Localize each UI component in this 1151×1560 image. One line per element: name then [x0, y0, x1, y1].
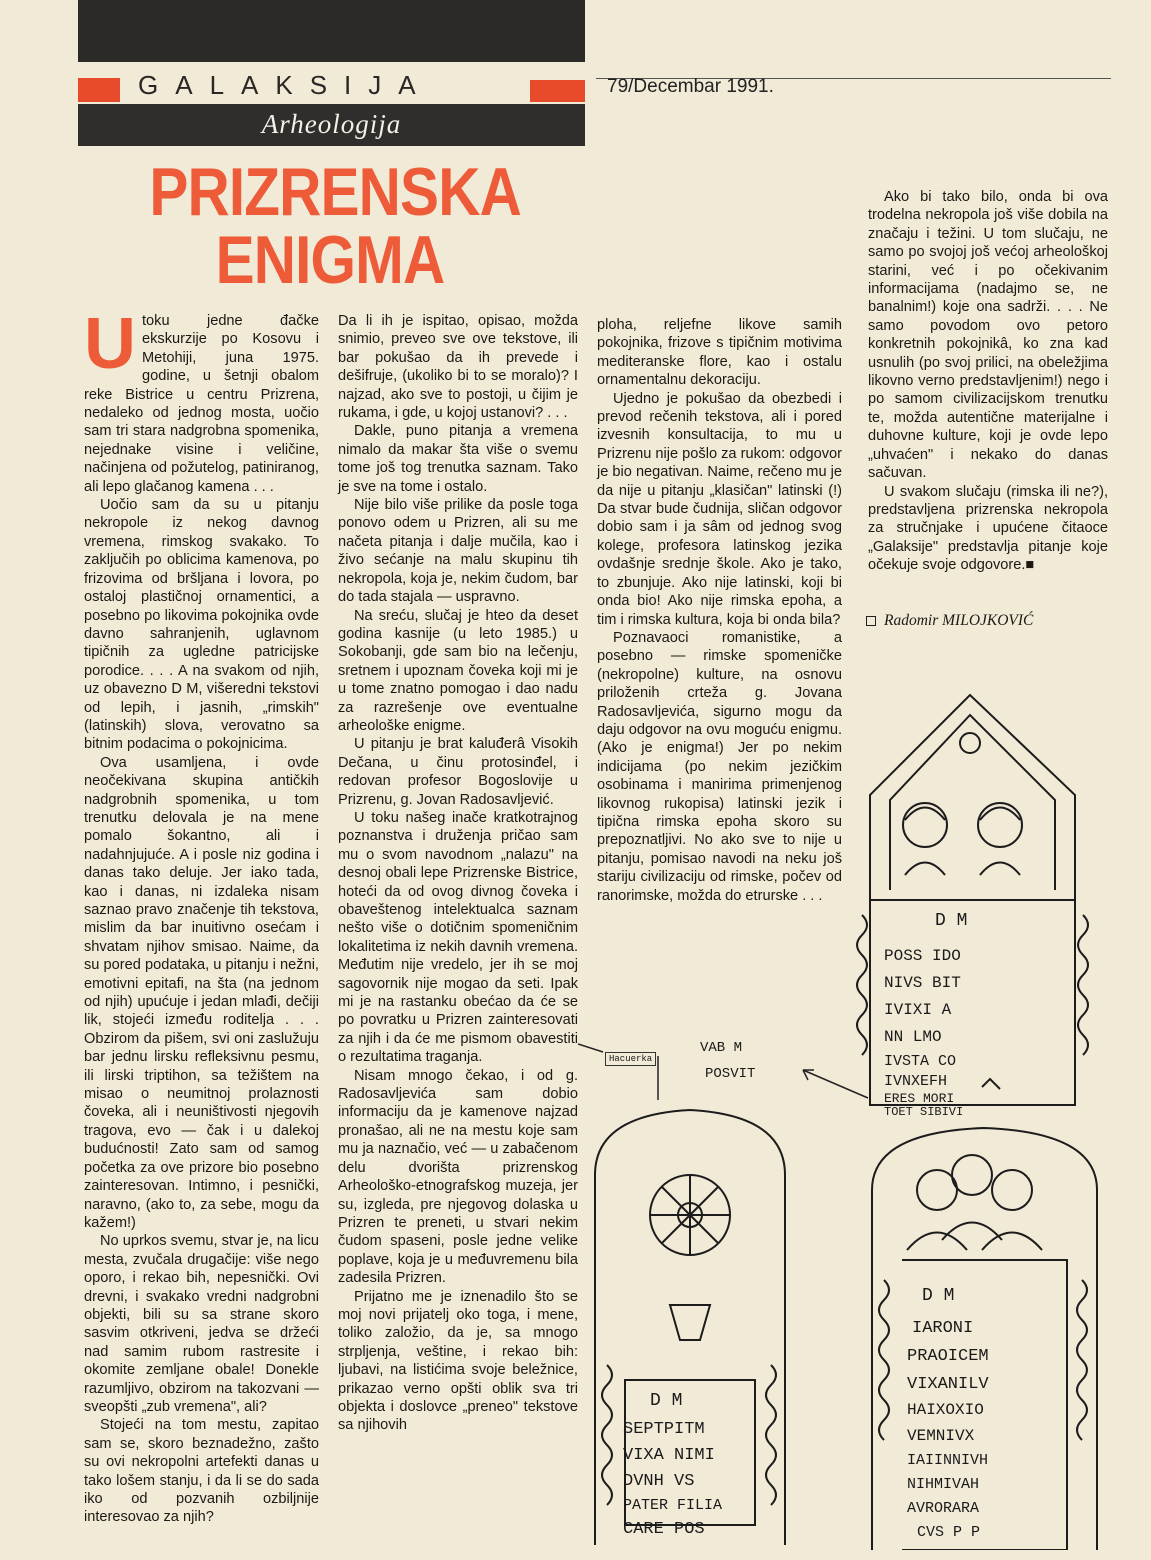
top-dark-bar [78, 0, 585, 62]
svg-text:CARE POS: CARE POS [623, 1520, 705, 1539]
paragraph: Poznavaoci romanistike, a posebno — rimske spomeničke (nekropolne) kulture, na osnovu priloženih crteža g. Jovana Radosavljevića, sigurno mogu da daju odgovor na ovu moguću enigmu. (Ako je enigma!) Jer po nekim indicijama (po nekim jezičkim osobinama i manirima primenjenog likovnog rukopisa) latinski jezik i tipična rimska epoha skoro su prepoznatljivi. No ako sve to nije u pitanju, pomisao navodi na neku još stariju civilizaciju od rimske, počev od ranorimske, možda do etrurske . . . [597, 629, 842, 904]
svg-text:NN LMO: NN LMO [884, 1028, 942, 1046]
svg-text:ERES MORI: ERES MORI [884, 1091, 955, 1106]
svg-text:IVNXEFH: IVNXEFH [884, 1073, 948, 1090]
square-bullet-icon [866, 616, 876, 626]
paragraph: Ako bi tako bilo, onda bi ova trodelna nekropola još više dobila na značaju i težini. U tom slučaju, ne samo po svojoj još većoj arheološkoj starini, već i po očekivanim informacijama (nadajmo se, ne banalnim!) koje ona sadrži. . . . Ne samo povodom ovo petoro konkretnih pokojnikâ, ko zna kad usnulih (po svoj prilici, na obeležjima likovno verno predstavljenim!) nego i po samom civilizacijskom trenutku te, možda autentične materijalne i duhovne kulture, koji je ovde lepo „uhvaćen" i nekako do danas sačuvan. [868, 189, 1108, 482]
paragraph: Dakle, puno pitanja a vremena nimalo da makar šta više o svemu tome još tog trenutka saznam. Tako je sve na tome i ostalo. [338, 423, 578, 495]
svg-text:TOET SIBIVI: TOET SIBIVI [884, 1105, 964, 1115]
magazine-name: GALAKSIJA [138, 70, 433, 100]
paragraph: Ujedno je pokušao da obezbedi i prevod rečenih tekstova, ali i pored izvesnih konsultacija, to mu u Prizrenu nije pošlo za rukom: odgovor je bio negativan. Naime, rečeno mu je da nije u pitanju „klasičan" latinski (!) Da stvar bude čudnija, sličan odgovor dobio sam i ja sâm od jednog svog kolege, profesora latinskog jezika ovdašnje srednje škole. Ako je tako, to zbunjuje. Ako nije latinski, koji bi onda bio! Ako nije rimska epoha, a tim i rimska kultura, koja bi onda bila? [597, 390, 842, 628]
paragraph: Utoku jedne đačke ekskurzije po Kosovu i Metohiji, juna 1975. godine, u šetnji obalom reke Bistrice u centru Prizrena, nedaleko od jednog mosta, uočio sam tri stara nadgrobna spomenika, nejednake visine i veličine, načinjena od požutelog, patiniranog, ali lepo glačanog kamena . . . [84, 304, 319, 495]
svg-text:IVSTA CO: IVSTA CO [884, 1053, 957, 1070]
svg-text:D M: D M [650, 1391, 683, 1411]
title-line-2: ENIGMA [215, 222, 445, 298]
annotation-note-left: Hacuerka [605, 1052, 656, 1066]
tombstone-drawing-right [862, 1120, 1107, 1550]
paragraph: Nisam mnogo čekao, i od g. Radosavljevića sam dobio informaciju da je kamenove najzad pronašao, ali ne na mestu koje sam mu ja naznačio, već — u zabačenom delu dvorišta prizrenskog Arheološko-etnografskog muzeja, jer su, izgleda, pre njegovog dolaska u Prizren te preneti, u stvari nekim čudom spaseni, posle jedne velike poplave, koja je u međuvremenu bila zadesila Prizren. [338, 1067, 578, 1287]
paragraph: Stojeći na tom mestu, zapitao sam se, skoro beznadežno, zašto su ovi nekropolni artefekti danas u tako lošem stanju, i da li se do sada iko od pozvanih ozbiljnije interesovao za njih? [84, 1417, 319, 1526]
paragraph: U pitanju je brat kaluđerâ Visokih Dečana, u činu protosinđel, i redovan profesor Bogoslovije u Prizrenu, g. Jovan Radosavljević. [338, 736, 578, 808]
tombstone-drawing-left [585, 1105, 800, 1545]
article-column-1 [84, 304, 319, 1527]
paragraph: Da li ih je ispitao, opisao, možda snimio, preveo sve ove tekstove, ili bar pokušao da ih prevede i dešifruje, (ukoliko bi to se moralo)? I najzad, ako sve to postoji, u čijim je rukama, i gde, u kojoj ustanovi? . . . [338, 313, 578, 422]
svg-text:IVIXI A: IVIXI A [884, 1001, 952, 1019]
issue-date: 79/Decembar 1991. [607, 76, 774, 97]
tombstone-drawing-top [850, 685, 1110, 1115]
author-byline: Radomir MILOJKOVIĆ [866, 612, 1033, 630]
svg-text:CVS P P: CVS P P [917, 1524, 981, 1541]
annotation-note-posvit: POSVIT [705, 1066, 756, 1082]
paragraph: Nije bilo više prilike da posle toga ponovo odem u Prizren, ali su me načeta pitanja i dalje mučila, kao i živo sećanje na malu skupinu tih nekropola, koja je, nekim čudom, bar do tada stajala — uspravno. [338, 497, 578, 606]
svg-text:PRAOICEM: PRAOICEM [907, 1347, 989, 1366]
svg-text:SEPTPITM: SEPTPITM [623, 1420, 705, 1439]
drop-cap: U [84, 304, 136, 384]
title-line-1: PRIZRENSKA [149, 154, 521, 230]
paragraph: Ova usamljena, i ovde neočekivana skupina antičkih nadgrobnih spomenika, u tom trenutku delovala je na mene pomalo šokantno, ali i nadahnjujuće. A i posle niz godina i danas tako deluje. Jer iako tada, kao i danas, ni izdaleka nisam saznao pravo značenje tih tekstova, mislim da bar inuitivno osećam i shvatam njihov smisao. Naime, da su pored podataka, u pitanju i nežni, emotivni epitafi, na šta (na jednom od njih) upućuje i jedan mlađi, dečiji lik, stojeći između roditelja . . . Obzirom da pišem, svi oni zaslužuju bar jednu lirsku refleksivnu pesmu, ili lirski triptihon, sa težištem na misao o neumitnoj prolaznosti čoveka, ali i neuništivosti njegovih tragova, evo — čak i u dalekoj budućnosti! Zato sam od samog početka za ove prizore bio posebno zainteresovan. Intimno, i pesnički, naravno, (ako to, za sebe, mogu da kažem!) [84, 754, 319, 1231]
svg-text:IAIINNIVH: IAIINNIVH [907, 1452, 989, 1469]
header-accent-block-right [530, 80, 585, 102]
svg-text:AVRORARA: AVRORARA [907, 1500, 980, 1517]
inscription-dm: D M [935, 911, 968, 931]
svg-text:VEMNIVX: VEMNIVX [907, 1427, 975, 1445]
paragraph: Na sreću, slučaj je hteo da deset godina kasnije (u leto 1985.) u Sokobanji, gde sam bio na lečenju, sretnem i upoznam čoveka koji mi je u tome znatno pomogao i dao nadu za razrešenje ove eventualne arheološke enigme. [338, 607, 578, 734]
paragraph: Prijatno me je iznenadilo što se moj novi prijatelj oko toga, i mene, toliko založio, da je, sa mnogo strpljenja, veštine, i rekao bih: ljubavi, na listićima svoje beležnice, prikazao verno opšti oblik sva tri objekta i doslovce „preneo" tekstove sa njihovih [338, 1288, 578, 1434]
svg-text:NIVS BIT: NIVS BIT [884, 974, 961, 992]
paragraph: U toku našeg inače kratkotrajnog poznanstva i druženja pričao sam mu o svom navodnom „nalazu" na desnoj obali lepe Prizrenske Bistrice, hoteći da od ovog divnog čoveka i obaveštenog intelektualca saznam nešto više o dotičnim spomeničnim lokalitetima iz nekih davnih vremena. Međutim nije vredelo, jer ih se moj sagovornik nije mogao da seti. Ipak mi je na rastanku obećao da će se po povratku u Prizren zainteresovati za njih i da će me pismom obavestiti o rezultatima traganja. [338, 809, 578, 1066]
section-label: Arheologija [78, 104, 585, 146]
annotation-note-vab: VAB M [700, 1040, 743, 1056]
svg-text:DVNH VS: DVNH VS [623, 1472, 695, 1491]
svg-text:VIXA NIMI: VIXA NIMI [623, 1446, 715, 1465]
paragraph: Uočio sam da su u pitanju nekropole iz nekog davnog vremena, rimskog svakako. To zaključih po oblicima kamenova, po frizovima od bršljana i lovora, po ostaloj plastičnoj ornamentici, a posebno po likovima pokojnika ovde davno sahranjenih, uglavnom tipičnih za ugledne patricijske porodice. . . . A na svakom od njih, uz obavezno D M, višeredni tekstovi od lepih, i jasnih, „rimskih" (latinskih) slova, verovatno sa bitnim podacima o pokojnicima. [84, 497, 319, 753]
svg-text:POSS IDO: POSS IDO [884, 947, 961, 965]
annotation-arrows [578, 1040, 878, 1110]
svg-text:HAIXOXIO: HAIXOXIO [907, 1401, 984, 1419]
article-column-4 [868, 188, 1108, 575]
header-accent-block-left [78, 78, 120, 102]
paragraph: U svakom slučaju (rimska ili ne?), predstavljena prizrenska nekropola za stručnjake i upućene čitaoce „Galaksije" predstavlja pitanje koje očekuje svoje odgovore.■ [868, 483, 1108, 574]
article-title [149, 154, 521, 298]
svg-text:VIXANILV: VIXANILV [907, 1375, 989, 1394]
article-column-2 [338, 312, 578, 1435]
paragraph: ploha, reljefne likove samih pokojnika, frizove s tipičnim motivima mediteranske flore, kao i ostalu ornamentalnu dekoraciju. [597, 317, 842, 389]
svg-text:PATER FILIA: PATER FILIA [623, 1497, 723, 1514]
svg-text:D M: D M [922, 1286, 955, 1306]
article-column-3 [597, 316, 842, 905]
svg-text:IARONI: IARONI [912, 1319, 974, 1338]
paragraph: No uprkos svemu, stvar je, na licu mesta, zvučala drugačije: više nego oporo, i rekao bih, nepesnički. Ovi drevni, i svakako vredni nadgrobni objekti, bili su sa strane skoro sasvim otkriveni, jedva se držeći nad samim rubom rastresite i okomite zemljane obale! Donekle razumljivo, obzirom na takozvani — sveopšti „zub vremena", ali? [84, 1233, 319, 1415]
svg-text:NIHMIVAH: NIHMIVAH [907, 1476, 980, 1493]
